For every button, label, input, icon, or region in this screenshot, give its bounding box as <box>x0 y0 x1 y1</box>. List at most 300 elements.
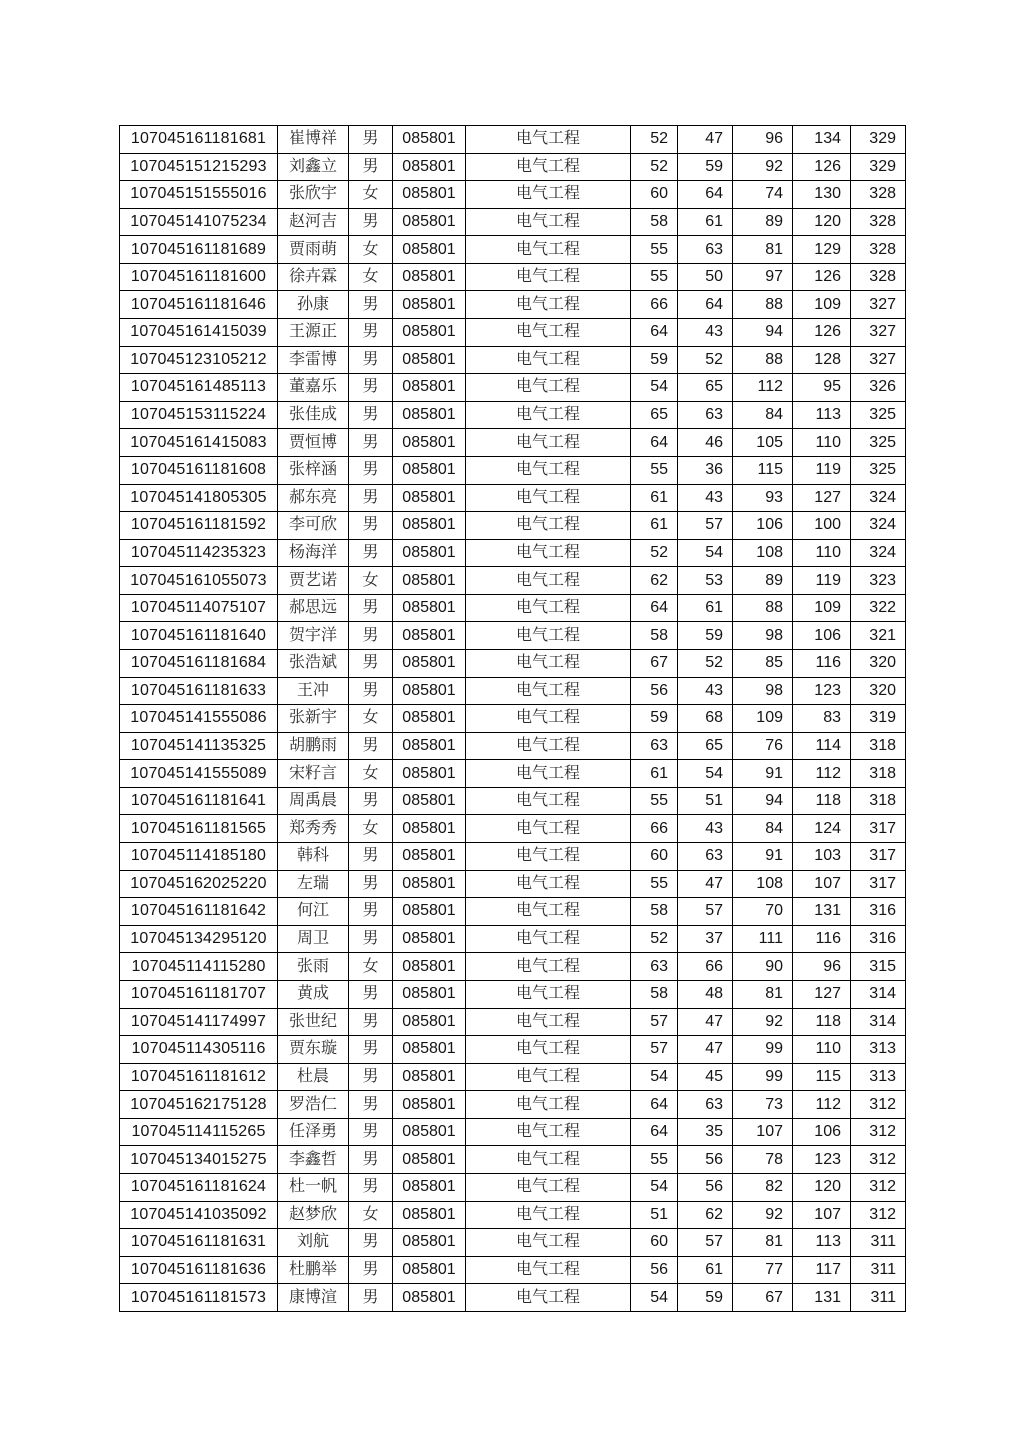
score1-cell: 55 <box>631 1146 678 1174</box>
table-row <box>120 1146 906 1174</box>
total-score-cell: 316 <box>851 898 906 926</box>
score4-cell: 114 <box>793 732 851 760</box>
total-score-cell: 329 <box>851 153 906 181</box>
candidate-id-cell: 107045114115265 <box>120 1118 278 1146</box>
candidate-id-cell: 107045161181636 <box>120 1256 278 1284</box>
total-score-cell: 323 <box>851 567 906 595</box>
candidate-id-cell: 107045161055073 <box>120 567 278 595</box>
score4-cell: 120 <box>793 1173 851 1201</box>
total-score-cell: 317 <box>851 843 906 871</box>
major-code-cell: 085801 <box>393 1229 466 1257</box>
score2-cell: 63 <box>678 401 733 429</box>
candidate-id-cell: 107045161181646 <box>120 291 278 319</box>
score2-cell: 43 <box>678 484 733 512</box>
candidate-id-cell: 107045161181684 <box>120 649 278 677</box>
score1-cell: 61 <box>631 484 678 512</box>
total-score-cell: 311 <box>851 1284 906 1312</box>
score1-cell: 54 <box>631 374 678 402</box>
gender-cell: 男 <box>349 512 393 540</box>
total-score-cell: 312 <box>851 1146 906 1174</box>
score3-cell: 92 <box>733 153 793 181</box>
score4-cell: 96 <box>793 953 851 981</box>
major-name-cell: 电气工程 <box>466 1008 631 1036</box>
table-row <box>120 236 906 264</box>
score2-cell: 52 <box>678 346 733 374</box>
score1-cell: 54 <box>631 1284 678 1312</box>
score3-cell: 107 <box>733 1118 793 1146</box>
candidate-name-cell: 郝东亮 <box>278 484 349 512</box>
score3-cell: 74 <box>733 181 793 209</box>
score4-cell: 106 <box>793 1118 851 1146</box>
score4-cell: 115 <box>793 1063 851 1091</box>
score-table <box>119 125 906 1312</box>
score2-cell: 54 <box>678 760 733 788</box>
table-row <box>120 1256 906 1284</box>
candidate-id-cell: 107045161181707 <box>120 980 278 1008</box>
candidate-name-cell: 赵河吉 <box>278 208 349 236</box>
total-score-cell: 317 <box>851 815 906 843</box>
score3-cell: 108 <box>733 539 793 567</box>
candidate-name-cell: 周卫 <box>278 925 349 953</box>
candidate-name-cell: 杨海洋 <box>278 539 349 567</box>
candidate-id-cell: 107045162025220 <box>120 870 278 898</box>
major-code-cell: 085801 <box>393 319 466 347</box>
table-row <box>120 787 906 815</box>
score2-cell: 50 <box>678 263 733 291</box>
candidate-id-cell: 107045162175128 <box>120 1091 278 1119</box>
major-code-cell: 085801 <box>393 236 466 264</box>
major-code-cell: 085801 <box>393 181 466 209</box>
major-name-cell: 电气工程 <box>466 705 631 733</box>
score2-cell: 56 <box>678 1146 733 1174</box>
major-code-cell: 085801 <box>393 567 466 595</box>
score2-cell: 43 <box>678 319 733 347</box>
table-row <box>120 898 906 926</box>
total-score-cell: 324 <box>851 539 906 567</box>
table-row <box>120 760 906 788</box>
score1-cell: 61 <box>631 512 678 540</box>
gender-cell: 男 <box>349 1173 393 1201</box>
candidate-name-cell: 黄成 <box>278 980 349 1008</box>
candidate-id-cell: 107045151555016 <box>120 181 278 209</box>
gender-cell: 男 <box>349 925 393 953</box>
major-code-cell: 085801 <box>393 1063 466 1091</box>
gender-cell: 男 <box>349 1256 393 1284</box>
score3-cell: 105 <box>733 429 793 457</box>
major-code-cell: 085801 <box>393 126 466 154</box>
total-score-cell: 326 <box>851 374 906 402</box>
table-row <box>120 539 906 567</box>
score1-cell: 56 <box>631 677 678 705</box>
score2-cell: 64 <box>678 181 733 209</box>
total-score-cell: 311 <box>851 1256 906 1284</box>
gender-cell: 男 <box>349 870 393 898</box>
score3-cell: 106 <box>733 512 793 540</box>
total-score-cell: 328 <box>851 236 906 264</box>
score2-cell: 61 <box>678 594 733 622</box>
candidate-name-cell: 何江 <box>278 898 349 926</box>
score4-cell: 123 <box>793 1146 851 1174</box>
gender-cell: 男 <box>349 649 393 677</box>
candidate-name-cell: 郑秀秀 <box>278 815 349 843</box>
major-name-cell: 电气工程 <box>466 401 631 429</box>
score4-cell: 130 <box>793 181 851 209</box>
table-row <box>120 1201 906 1229</box>
table-row <box>120 346 906 374</box>
score3-cell: 89 <box>733 208 793 236</box>
major-code-cell: 085801 <box>393 456 466 484</box>
score3-cell: 98 <box>733 622 793 650</box>
major-name-cell: 电气工程 <box>466 236 631 264</box>
score3-cell: 94 <box>733 787 793 815</box>
table-row <box>120 705 906 733</box>
score4-cell: 119 <box>793 567 851 595</box>
major-code-cell: 085801 <box>393 594 466 622</box>
gender-cell: 女 <box>349 567 393 595</box>
score4-cell: 118 <box>793 787 851 815</box>
score2-cell: 61 <box>678 208 733 236</box>
major-name-cell: 电气工程 <box>466 732 631 760</box>
score1-cell: 65 <box>631 401 678 429</box>
major-name-cell: 电气工程 <box>466 567 631 595</box>
major-name-cell: 电气工程 <box>466 787 631 815</box>
candidate-id-cell: 107045141555086 <box>120 705 278 733</box>
gender-cell: 男 <box>349 1008 393 1036</box>
table-row <box>120 1008 906 1036</box>
candidate-name-cell: 张新宇 <box>278 705 349 733</box>
candidate-id-cell: 107045114185180 <box>120 843 278 871</box>
gender-cell: 男 <box>349 208 393 236</box>
score2-cell: 48 <box>678 980 733 1008</box>
major-name-cell: 电气工程 <box>466 870 631 898</box>
score1-cell: 66 <box>631 815 678 843</box>
total-score-cell: 319 <box>851 705 906 733</box>
major-name-cell: 电气工程 <box>466 456 631 484</box>
gender-cell: 男 <box>349 484 393 512</box>
score4-cell: 134 <box>793 126 851 154</box>
table-row <box>120 925 906 953</box>
candidate-id-cell: 107045161181573 <box>120 1284 278 1312</box>
major-code-cell: 085801 <box>393 539 466 567</box>
candidate-name-cell: 张浩斌 <box>278 649 349 677</box>
candidate-name-cell: 胡鹏雨 <box>278 732 349 760</box>
major-code-cell: 085801 <box>393 1284 466 1312</box>
candidate-id-cell: 107045161181565 <box>120 815 278 843</box>
major-name-cell: 电气工程 <box>466 181 631 209</box>
major-code-cell: 085801 <box>393 677 466 705</box>
score3-cell: 92 <box>733 1008 793 1036</box>
major-code-cell: 085801 <box>393 1256 466 1284</box>
candidate-id-cell: 107045161415083 <box>120 429 278 457</box>
candidate-id-cell: 107045134015275 <box>120 1146 278 1174</box>
candidate-name-cell: 贾雨萌 <box>278 236 349 264</box>
candidate-id-cell: 107045141805305 <box>120 484 278 512</box>
score2-cell: 47 <box>678 126 733 154</box>
score3-cell: 99 <box>733 1036 793 1064</box>
score1-cell: 64 <box>631 429 678 457</box>
score4-cell: 112 <box>793 760 851 788</box>
score3-cell: 96 <box>733 126 793 154</box>
score1-cell: 58 <box>631 208 678 236</box>
score4-cell: 113 <box>793 401 851 429</box>
score1-cell: 52 <box>631 925 678 953</box>
candidate-id-cell: 107045151215293 <box>120 153 278 181</box>
score2-cell: 59 <box>678 1284 733 1312</box>
total-score-cell: 312 <box>851 1201 906 1229</box>
total-score-cell: 320 <box>851 677 906 705</box>
gender-cell: 男 <box>349 456 393 484</box>
gender-cell: 女 <box>349 1201 393 1229</box>
score4-cell: 120 <box>793 208 851 236</box>
candidate-name-cell: 贺宇洋 <box>278 622 349 650</box>
score2-cell: 37 <box>678 925 733 953</box>
table-row <box>120 181 906 209</box>
candidate-name-cell: 宋籽言 <box>278 760 349 788</box>
major-name-cell: 电气工程 <box>466 126 631 154</box>
score3-cell: 115 <box>733 456 793 484</box>
candidate-name-cell: 张欣宇 <box>278 181 349 209</box>
major-code-cell: 085801 <box>393 622 466 650</box>
candidate-name-cell: 杜晨 <box>278 1063 349 1091</box>
candidate-id-cell: 107045141075234 <box>120 208 278 236</box>
gender-cell: 男 <box>349 319 393 347</box>
candidate-id-cell: 107045141135325 <box>120 732 278 760</box>
major-name-cell: 电气工程 <box>466 843 631 871</box>
score3-cell: 98 <box>733 677 793 705</box>
total-score-cell: 318 <box>851 732 906 760</box>
score4-cell: 106 <box>793 622 851 650</box>
candidate-name-cell: 张世纪 <box>278 1008 349 1036</box>
major-name-cell: 电气工程 <box>466 319 631 347</box>
candidate-name-cell: 罗浩仁 <box>278 1091 349 1119</box>
candidate-name-cell: 王源正 <box>278 319 349 347</box>
major-name-cell: 电气工程 <box>466 1036 631 1064</box>
table-row <box>120 291 906 319</box>
score3-cell: 82 <box>733 1173 793 1201</box>
total-score-cell: 325 <box>851 429 906 457</box>
major-code-cell: 085801 <box>393 787 466 815</box>
candidate-name-cell: 张梓涵 <box>278 456 349 484</box>
score2-cell: 62 <box>678 1201 733 1229</box>
score4-cell: 83 <box>793 705 851 733</box>
major-code-cell: 085801 <box>393 898 466 926</box>
table-row <box>120 1229 906 1257</box>
total-score-cell: 320 <box>851 649 906 677</box>
major-code-cell: 085801 <box>393 401 466 429</box>
gender-cell: 男 <box>349 1036 393 1064</box>
total-score-cell: 317 <box>851 870 906 898</box>
table-row <box>120 401 906 429</box>
total-score-cell: 313 <box>851 1036 906 1064</box>
candidate-name-cell: 李可欣 <box>278 512 349 540</box>
total-score-cell: 312 <box>851 1118 906 1146</box>
score2-cell: 65 <box>678 732 733 760</box>
score3-cell: 81 <box>733 236 793 264</box>
table-row <box>120 567 906 595</box>
candidate-name-cell: 韩科 <box>278 843 349 871</box>
score2-cell: 63 <box>678 1091 733 1119</box>
score3-cell: 108 <box>733 870 793 898</box>
major-name-cell: 电气工程 <box>466 1173 631 1201</box>
score1-cell: 64 <box>631 319 678 347</box>
major-code-cell: 085801 <box>393 815 466 843</box>
score3-cell: 91 <box>733 843 793 871</box>
table-row <box>120 677 906 705</box>
score3-cell: 112 <box>733 374 793 402</box>
candidate-id-cell: 107045161181608 <box>120 456 278 484</box>
total-score-cell: 328 <box>851 208 906 236</box>
score1-cell: 52 <box>631 539 678 567</box>
major-name-cell: 电气工程 <box>466 1146 631 1174</box>
score2-cell: 51 <box>678 787 733 815</box>
score4-cell: 116 <box>793 925 851 953</box>
candidate-id-cell: 107045161181600 <box>120 263 278 291</box>
gender-cell: 男 <box>349 732 393 760</box>
score4-cell: 116 <box>793 649 851 677</box>
total-score-cell: 325 <box>851 401 906 429</box>
score-table-body <box>120 126 906 1312</box>
score4-cell: 131 <box>793 1284 851 1312</box>
major-code-cell: 085801 <box>393 953 466 981</box>
total-score-cell: 315 <box>851 953 906 981</box>
score2-cell: 47 <box>678 870 733 898</box>
major-code-cell: 085801 <box>393 870 466 898</box>
major-name-cell: 电气工程 <box>466 539 631 567</box>
score1-cell: 55 <box>631 870 678 898</box>
score4-cell: 109 <box>793 291 851 319</box>
score3-cell: 84 <box>733 401 793 429</box>
score3-cell: 90 <box>733 953 793 981</box>
major-code-cell: 085801 <box>393 649 466 677</box>
table-row <box>120 953 906 981</box>
candidate-name-cell: 贾东璇 <box>278 1036 349 1064</box>
major-name-cell: 电气工程 <box>466 953 631 981</box>
score2-cell: 45 <box>678 1063 733 1091</box>
score2-cell: 68 <box>678 705 733 733</box>
score4-cell: 110 <box>793 1036 851 1064</box>
candidate-name-cell: 孙康 <box>278 291 349 319</box>
score1-cell: 54 <box>631 1063 678 1091</box>
major-name-cell: 电气工程 <box>466 1284 631 1312</box>
total-score-cell: 327 <box>851 291 906 319</box>
candidate-name-cell: 李雷博 <box>278 346 349 374</box>
score4-cell: 129 <box>793 236 851 264</box>
table-row <box>120 732 906 760</box>
total-score-cell: 311 <box>851 1229 906 1257</box>
gender-cell: 男 <box>349 1063 393 1091</box>
major-code-cell: 085801 <box>393 346 466 374</box>
score3-cell: 92 <box>733 1201 793 1229</box>
score1-cell: 62 <box>631 567 678 595</box>
total-score-cell: 328 <box>851 263 906 291</box>
score3-cell: 91 <box>733 760 793 788</box>
total-score-cell: 314 <box>851 980 906 1008</box>
score3-cell: 77 <box>733 1256 793 1284</box>
score2-cell: 53 <box>678 567 733 595</box>
table-row <box>120 1063 906 1091</box>
major-code-cell: 085801 <box>393 291 466 319</box>
score2-cell: 57 <box>678 512 733 540</box>
gender-cell: 男 <box>349 1284 393 1312</box>
major-code-cell: 085801 <box>393 925 466 953</box>
total-score-cell: 324 <box>851 484 906 512</box>
score2-cell: 43 <box>678 677 733 705</box>
score1-cell: 57 <box>631 1008 678 1036</box>
score3-cell: 88 <box>733 594 793 622</box>
major-code-cell: 085801 <box>393 1173 466 1201</box>
major-name-cell: 电气工程 <box>466 980 631 1008</box>
candidate-id-cell: 107045141174997 <box>120 1008 278 1036</box>
major-code-cell: 085801 <box>393 1091 466 1119</box>
score1-cell: 55 <box>631 236 678 264</box>
table-row <box>120 429 906 457</box>
score3-cell: 94 <box>733 319 793 347</box>
table-row <box>120 126 906 154</box>
candidate-id-cell: 107045161181641 <box>120 787 278 815</box>
gender-cell: 男 <box>349 787 393 815</box>
major-name-cell: 电气工程 <box>466 594 631 622</box>
gender-cell: 女 <box>349 236 393 264</box>
total-score-cell: 325 <box>851 456 906 484</box>
total-score-cell: 313 <box>851 1063 906 1091</box>
gender-cell: 男 <box>349 346 393 374</box>
score4-cell: 126 <box>793 263 851 291</box>
total-score-cell: 316 <box>851 925 906 953</box>
score2-cell: 63 <box>678 843 733 871</box>
total-score-cell: 329 <box>851 126 906 154</box>
major-code-cell: 085801 <box>393 843 466 871</box>
score1-cell: 60 <box>631 181 678 209</box>
score3-cell: 67 <box>733 1284 793 1312</box>
score1-cell: 51 <box>631 1201 678 1229</box>
major-code-cell: 085801 <box>393 732 466 760</box>
candidate-id-cell: 107045161181681 <box>120 126 278 154</box>
score4-cell: 113 <box>793 1229 851 1257</box>
table-row <box>120 843 906 871</box>
total-score-cell: 312 <box>851 1173 906 1201</box>
score1-cell: 66 <box>631 291 678 319</box>
candidate-id-cell: 107045161181633 <box>120 677 278 705</box>
major-code-cell: 085801 <box>393 1118 466 1146</box>
score4-cell: 127 <box>793 484 851 512</box>
total-score-cell: 324 <box>851 512 906 540</box>
major-name-cell: 电气工程 <box>466 484 631 512</box>
table-row <box>120 870 906 898</box>
table-row <box>120 622 906 650</box>
gender-cell: 男 <box>349 126 393 154</box>
score4-cell: 126 <box>793 153 851 181</box>
major-name-cell: 电气工程 <box>466 898 631 926</box>
score4-cell: 131 <box>793 898 851 926</box>
score3-cell: 88 <box>733 291 793 319</box>
total-score-cell: 318 <box>851 760 906 788</box>
gender-cell: 男 <box>349 1118 393 1146</box>
candidate-id-cell: 107045153115224 <box>120 401 278 429</box>
major-name-cell: 电气工程 <box>466 1229 631 1257</box>
major-name-cell: 电气工程 <box>466 649 631 677</box>
table-row <box>120 815 906 843</box>
major-name-cell: 电气工程 <box>466 374 631 402</box>
score3-cell: 84 <box>733 815 793 843</box>
table-row <box>120 456 906 484</box>
candidate-name-cell: 王冲 <box>278 677 349 705</box>
major-code-cell: 085801 <box>393 263 466 291</box>
candidate-name-cell: 李鑫哲 <box>278 1146 349 1174</box>
gender-cell: 女 <box>349 953 393 981</box>
score3-cell: 97 <box>733 263 793 291</box>
score2-cell: 57 <box>678 1229 733 1257</box>
gender-cell: 男 <box>349 1146 393 1174</box>
